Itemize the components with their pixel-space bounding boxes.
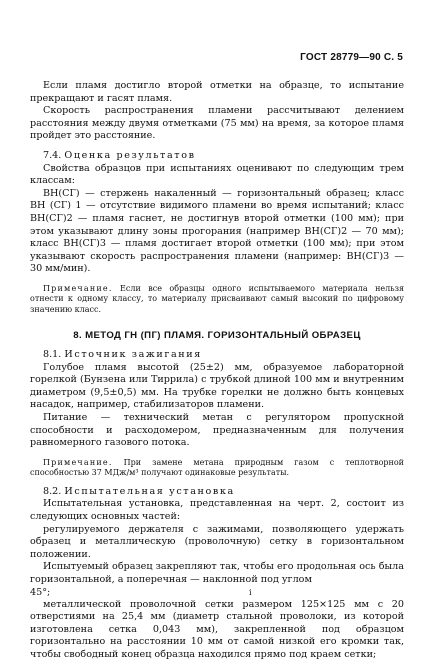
note-1-text: Если все образцы одного испытываемого материала нельзя отнести к одному классу, то материалу присваивают самый высокий по цифровому значению класс. [30,283,404,314]
angle-line [30,587,404,599]
note-2 [30,458,404,479]
subsection-8-2-heading [30,486,404,499]
paragraph-flame-second-mark: Если пламя достигло второй отметки на образце, то испытание прекращают и гасят пламя. [30,80,404,104]
subsection-8-1-heading [30,349,404,362]
subsection-8-1-title: Источник зажигания [64,349,202,360]
paragraph-three-classes: Свойства образцов при испытаниях оценивают по следующим трем классам: [30,162,404,187]
subsection-8-1-number: 8.1. [43,349,62,360]
paragraph-spread-rate: Скорость распространения пламени рассчитывают делением расстояния между двумя отметками (75 мм) на время, за которое пламя пройдет это расстояние. [30,105,404,142]
paragraph-holder: регулируемого держателя с зажимами, позволяющего удержать образец и металлическую (проволочную) сетку в горизонтальном положении. [30,523,404,560]
paragraph-blue-flame: Голубое пламя высотой (25±2) мм, образуемое лабораторной горелкой (Бунзена или Тиррила) с трубкой длиной 100 мм и внутренним диаметром (9,5±0,5) мм. На трубке горелки не должно быть концевых насадок, например, стабилизаторов пламени. [30,361,404,411]
note-2-label: Примечание. [43,457,113,467]
subsection-8-2-title: Испытательная установка [64,485,235,497]
subsection-7-4-number: 7.4. [43,149,62,161]
paragraph-class-definitions: ВН(СГ) — стержень накаленный — горизонтальный образец; класс ВН (СГ) 1 — отсутствие видимого пламени во время испытаний; класс ВН(СГ)2 — пламя гаснет, не достигнув второй отметки (100 мм); при этом указывают длину зоны прогорания (например ВН(СГ)2 — 70 мм); класс ВН(СГ)3 — пламя достигает второй отметки (100 мм); при этом указывают скорость распространения пламени (например: ВН(СГ)3 — 30 мм/мин). [30,187,404,275]
subsection-7-4-heading [30,150,404,163]
paragraph-methane-supply: Питание — технический метан с регулятором пропускной способности и расходомером, предназначенным для получения равномерного газового потока. [30,411,404,449]
page-content [30,80,404,661]
subsection-8-2-number: 8.2. [43,485,62,497]
page-header: ГОСТ 28779—90 С. 5 [300,52,403,63]
note-1 [30,284,404,316]
tick-mark: ⅰ [249,587,252,597]
angle-value: 45°; [30,586,51,598]
paragraph-test-setup: Испытательная установка, представленная на черт. 2, состоит из следующих основных частей: [30,498,404,522]
section-8-heading: 8. МЕТОД ГН (ПГ) ПЛАМЯ. ГОРИЗОНТАЛЬНЫЙ ОБРАЗЕЦ [73,330,361,342]
note-2-text: При замене метана природным газом с теплотворной способностью 37 МДж/м³ получают одинаковые результаты. [30,457,404,478]
paragraph-wire-mesh: металлической проволочной сетки размером 125×125 мм с 20 отверстиями на 25,4 мм (диаметр стальной проволоки, из которой изготовлена сетка 0,043 мм), закрепленной под образцом горизонтально на расстоянии 10 мм от самой низкой его кромки так, чтобы свободный конец образца находился прямо под краем сетки; [30,598,404,660]
subsection-7-4-title: Оценка результатов [64,149,196,161]
paragraph-specimen-mount: Испытуемый образец закрепляют так, чтобы его продольная ось была горизонтальной, а поперечная — наклонной под углом [30,561,404,585]
note-1-label: Примечание. [43,283,113,293]
